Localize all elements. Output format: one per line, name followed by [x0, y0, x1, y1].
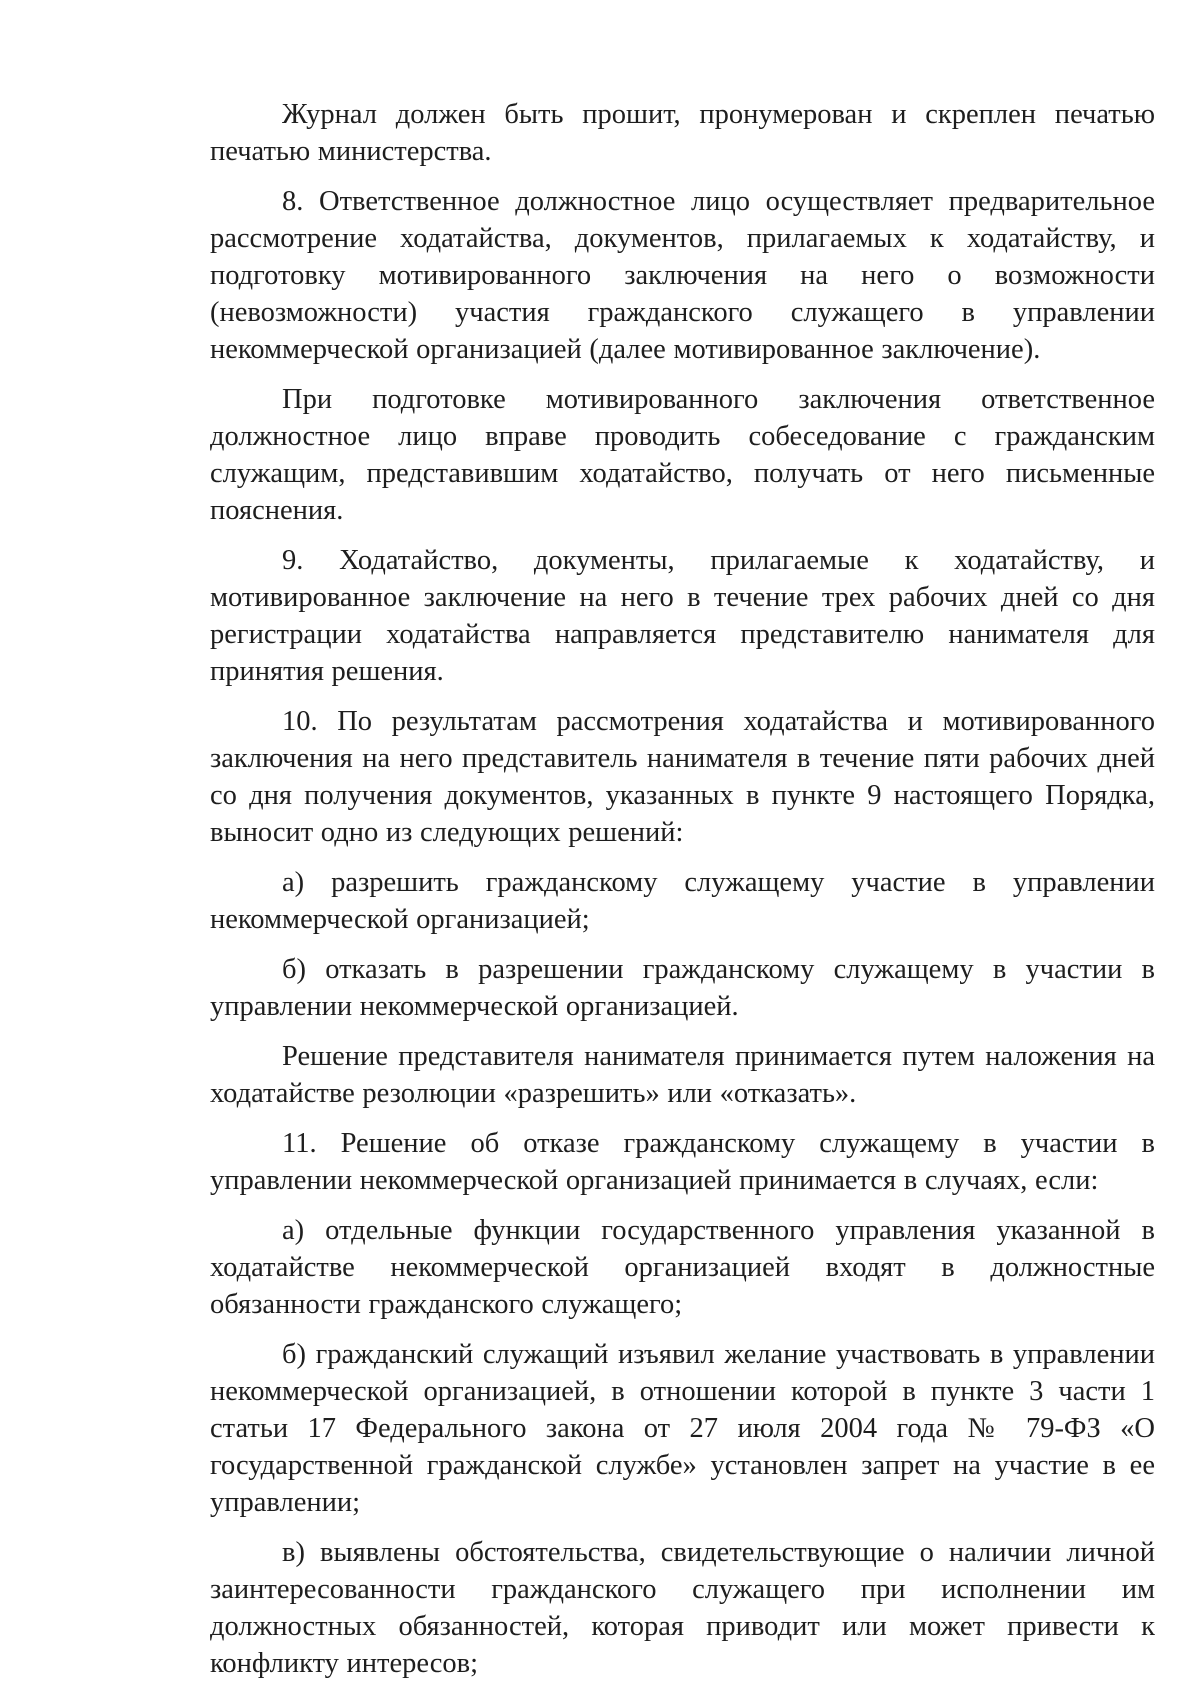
paragraph-9-forwarding: 9. Ходатайство, документы, прилагаемые к ходатайству, и мотивированное заключение на него в течение трех рабочих дней со дня регистрации ходатайства направляется представителю нанимателя для принятия решения.: [210, 545, 1155, 687]
paragraph-10-decisions: 10. По результатам рассмотрения ходатайства и мотивированного заключения на него представитель нанимателя в течение пяти рабочих дней со дня получения документов, указанных в пункте 9 настоящего Порядка, выносит одно из следующих решений:: [210, 706, 1155, 848]
document-page: [210, 96, 1155, 1695]
list-item-case-c: в) выявлены обстоятельства, свидетельствующие о наличии личной заинтересованности гражданского служащего при исполнении им должностных обязанностей, которая приводит или может привести к конфликту интересов;: [210, 1537, 1155, 1679]
list-item-refuse: б) отказать в разрешении гражданскому служащему в участии в управлении некоммерческой организацией.: [210, 954, 1155, 1022]
list-item-case-a: а) отдельные функции государственного управления указанной в ходатайстве некоммерческой организацией входят в должностные обязанности гражданского служащего;: [210, 1215, 1155, 1320]
paragraph-11-refusal-cases: 11. Решение об отказе гражданскому служащему в участии в управлении некоммерческой организацией принимается в случаях, если:: [210, 1128, 1155, 1196]
list-item-case-b: б) гражданский служащий изъявил желание участвовать в управлении некоммерческой организацией, в отношении которой в пункте 3 части 1 статьи 17 Федерального закона от 27 июля 2004 года № 79-ФЗ «О государственной гражданской службе» установлен запрет на участие в ее управлении;: [210, 1339, 1155, 1518]
paragraph-journal-requirements: Журнал должен быть прошит, пронумерован и скреплен печатью печатью министерства.: [210, 99, 1155, 167]
list-item-allow: а) разрешить гражданскому служащему участие в управлении некоммерческой организацией;: [210, 867, 1155, 935]
paragraph-interview: При подготовке мотивированного заключения ответственное должностное лицо вправе проводить собеседование с гражданским служащим, представившим ходатайство, получать от него письменные пояснения.: [210, 384, 1155, 526]
paragraph-resolution: Решение представителя нанимателя принимается путем наложения на ходатайстве резолюции «разрешить» или «отказать».: [210, 1041, 1155, 1109]
paragraph-8-preliminary-review: 8. Ответственное должностное лицо осуществляет предварительное рассмотрение ходатайства, документов, прилагаемых к ходатайству, и подготовку мотивированного заключения на него о возможности (невозможности) участия гражданского служащего в управлении некоммерческой организацией (далее мотивированное заключение).: [210, 186, 1155, 365]
